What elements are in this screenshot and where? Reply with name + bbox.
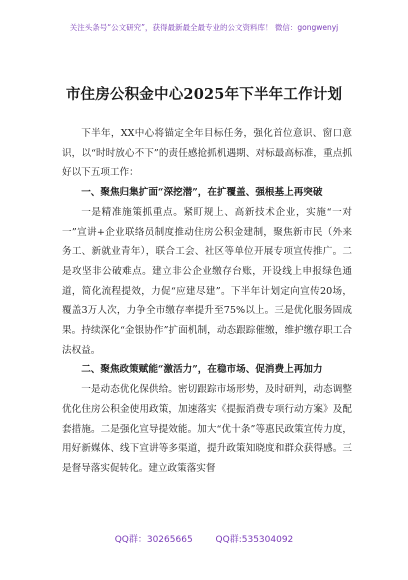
section-heading-2: 二、聚焦政策赋能“激活力”，在稳市场、促消费上再加力 <box>81 364 323 376</box>
page-title: 市住房公积金中心2025年下半年工作计划 <box>65 86 343 103</box>
intro-paragraph: 下半年，XX中心将锚定全年目标任务，强化首位意识、窗口意识，以“时时放心不下”的责任感抢抓机遇期、对标最高标准，重点抓好以下五项工作： <box>62 128 352 179</box>
header-note: 关注头条号“公文研究”，获得最新最全最专业的公文资料库！ 微信：gongwenyj <box>69 23 339 32</box>
footer-qq-1: QQ群：30265665 <box>114 535 193 545</box>
document-body <box>62 124 352 479</box>
footer-qq-2: QQ群:535304092 <box>215 535 294 545</box>
section-heading-1: 一、聚焦归集扩面“深挖潜”，在扩覆盖、强根基上再突破 <box>81 187 323 199</box>
section-paragraph-2: 一是动态优化保供给。密切跟踪市场形势，及时研判，动态调整优化住房公积金使用政策，加速落实《提振消费专项行动方案》及配套措施。二是强化宣导提效能。加大“优十条”等惠民政策宣传力度，用好新媒体、线下宣讲等多渠道，提升政策知晓度和群众获得感。三是督导落实促转化。建立政策落实督 <box>62 384 352 474</box>
section-paragraph-1: 一是精准施策抓重点。紧盯规上、高新技术企业，实施“一对一”宣讲+企业联络员制度推动住房公积金建制，聚焦新市民（外来务工、新就业青年），联合工会、社区等单位开展专项宣传推广。二是攻坚非公破难点。建立非公企业缴存台账，开设线上申报绿色通道，简化流程提效，力促“应建尽建”。下半年计划定向宣传20场，覆盖3万人次，力争全市缴存率提升至75%以上。三是优化服务固成果。持续深化“金银协作”扩面机制，动态跟踪催缴，维护缴存职工合法权益。 <box>62 206 352 356</box>
footer <box>0 532 408 545</box>
